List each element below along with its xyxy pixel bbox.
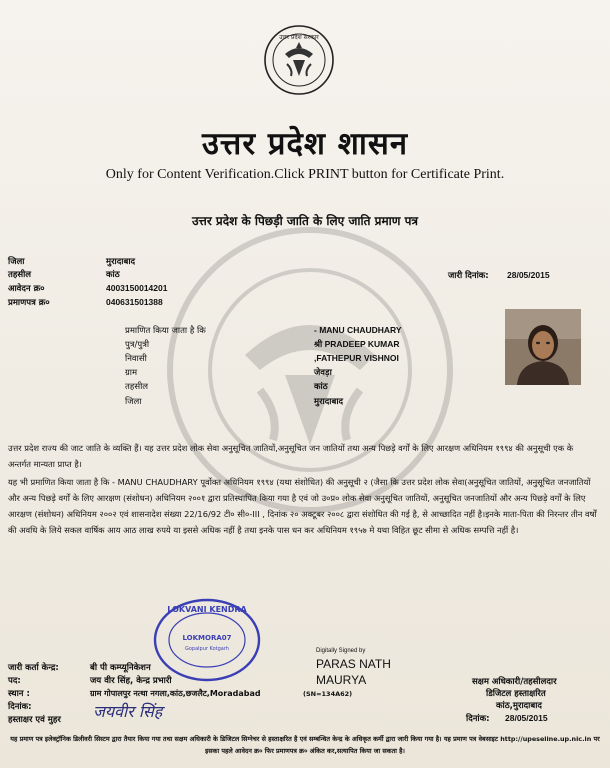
lokvani-kendra-stamp-icon	[152, 598, 262, 682]
person-district-label: जिला	[125, 397, 142, 407]
place-code: (SN=134A62)	[303, 690, 353, 698]
post-value: जय वीर सिंह, केन्द्र प्रभारी	[90, 676, 172, 686]
digital-sign-name-line1: PARAS NATH	[316, 657, 391, 671]
village-value: जेवड़ा	[314, 368, 332, 378]
kendra-value: बी पी कम्प्यूनिकेशन	[90, 663, 151, 673]
person-name-value: - MANU CHAUDHARY	[314, 325, 402, 335]
resident-value: ,FATHEPUR VISHNOI	[314, 353, 399, 363]
application-number-label: आवेदन क्र०	[8, 284, 45, 294]
up-government-emblem-icon	[263, 24, 335, 96]
applicant-portrait-icon	[505, 309, 581, 385]
page-title: उत्तर प्रदेश शासन	[201, 126, 409, 162]
handwritten-signature: जयवीर सिंह	[93, 702, 163, 721]
footer-note: यह प्रमाण पत्र इलेक्ट्रॉनिक डिलीवरी सिस्टम द्वारा तैयार किया गया तथा सक्षम अधिकारी के डिजिटल सिग्नेचर से हस्ताक्षरित है एवं सम्बन्धित केन्द्र के अधिकृत कर्मी द्वारा जारी किया गया है। यह प्रमाण पत्र वेबसाइट http://upeseline.up.nic.in पर इसका पहले आवेदन क्र० फिर प्रमाणपत्र क्र० अंकित कर,सत्यापित किया जा सकता है।	[10, 735, 600, 755]
tehsil-value: कांठ	[106, 270, 120, 280]
place-value: ग्राम गोपालपुर नत्था नगला,कांठ,छजलैट,Moradabad	[90, 689, 261, 698]
district-label: जिला	[8, 257, 25, 267]
person-district-value: मुरादाबाद	[314, 397, 344, 407]
authority-date-value: 28/05/2015	[505, 713, 548, 723]
person-tehsil-label: तहसील	[125, 382, 149, 392]
person-tehsil-value: कांठ	[314, 382, 328, 392]
signature-label: हस्ताक्षर एवं मुहर	[8, 715, 61, 725]
authority-title: सक्षम अधिकारी/तहसीलदार	[472, 677, 557, 687]
income-statement-paragraph: यह भी प्रमाणित किया जाता है कि - MANU CHAUDHARY पूर्वोक्त अधिनियम १९९४ (यथा संशोधित) की अनुसूची २ (जैसा कि उत्तर प्रदेश लोक सेवा(अनुसूचित जातियों, अनुसूचित जनजातियों और अन्य पिछड़े वर्गों के लिए आरक्षण (संशोधन) अधिनियम २००१ द्वारा प्रतिस्थापित किया गया है एवं जो उ०प्र० लोक सेवा अनुसूचित जातियों, अनुसूचित जनजातियों और अन्य पिछड़े वर्गों के लिए आरक्षण (संशोधन) अधिनियम २००२ एवं शासनादेश संख्या 22/16/92 टी० सी०-III , दिनांक २० अक्टूबर २००८ द्वारा संशोधित की गई है, से आच्छादित नहीं है।इनके माता-पिता की निरन्तर तीन वर्षों की अवधि के लिये सकल वार्षिक आय आठ लाख रुपये या इससे अधिक नहीं है तथा इनके पास धन कर अधिनियम १९५७ मे यथा विहित छूट सीमा से अधिक सम्पत्ति नहीं है।	[8, 477, 597, 535]
tehsil-label: तहसील	[8, 270, 32, 280]
certificate-number-label: प्रमाणपत्र क्र०	[8, 298, 50, 308]
kendra-label: जारी कर्ता केन्द्र:	[8, 663, 59, 673]
issuer-date-label: दिनांक:	[8, 702, 32, 712]
village-label: ग्राम	[125, 368, 138, 378]
digital-sign-name-line2: MAURYA	[316, 673, 367, 687]
applicant-photo	[505, 309, 581, 385]
authority-subtitle: डिजिटल हस्ताक्षरित	[486, 689, 546, 699]
stamp-text-mid: LOKMORA07	[182, 634, 232, 642]
digital-sign-caption: Digitally Signed by	[316, 648, 366, 654]
resident-label: निवासी	[125, 354, 147, 364]
relation-label: पुत्र/पुत्री	[125, 340, 150, 350]
authority-date-label: दिनांक:	[466, 714, 490, 724]
certificate-number-value: 040631501388	[106, 297, 163, 307]
certificate-heading: उत्तर प्रदेश के पिछड़ी जाति के लिए जाति प्रमाण पत्र	[191, 214, 419, 228]
stamp-text-top: LOKVANI KENDRA	[167, 605, 247, 614]
district-value: मुरादाबाद	[106, 257, 136, 267]
emblem-text: उत्तर प्रदेश सरकार	[279, 34, 319, 41]
issue-date-value: 28/05/2015	[507, 270, 550, 280]
authority-place: कांठ,मुरादाबाद	[496, 701, 542, 711]
issue-date-label: जारी दिनांक:	[448, 271, 489, 281]
relation-value: श्री PRADEEP KUMAR	[314, 339, 400, 349]
post-label: पद:	[8, 676, 21, 686]
certify-label: प्रमाणित किया जाता है कि	[125, 326, 206, 336]
stamp-text-sub: Gopalpur Kotgarh	[185, 646, 229, 652]
place-label: स्थान :	[8, 689, 30, 699]
application-number-value: 4003150014201	[106, 283, 168, 293]
content-verification-note: Only for Content Verification.Click PRINT button for Certificate Print.	[105, 167, 505, 182]
caste-statement-paragraph: उत्तर प्रदेश राज्य की जाट जाति के व्यक्ति हैं। यह उत्तर प्रदेश लोक सेवा अनुसूचित जातियों,अनुसूचित जन जातियों तथा अन्य पिछड़े वर्गों के लिए आरक्षण अधिनियम १९९४ की अनुसूची एक के अन्तर्गत मान्यता प्राप्त है।	[8, 443, 574, 469]
